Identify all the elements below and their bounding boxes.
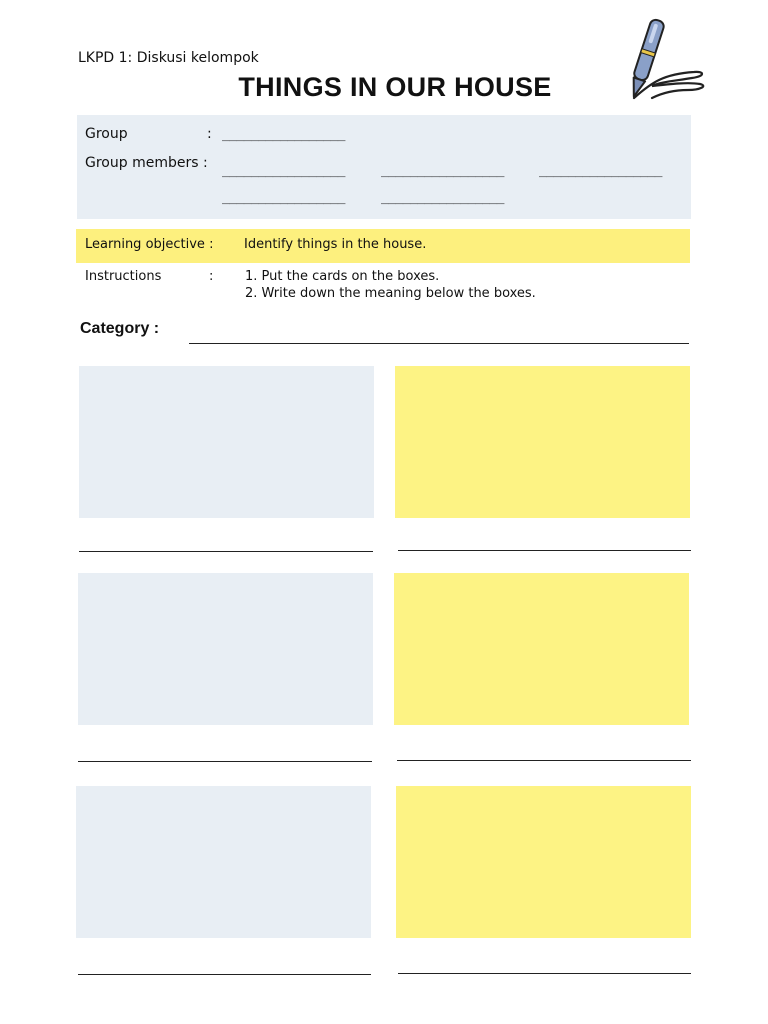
- card-box-blue-2[interactable]: [78, 573, 373, 725]
- category-label: Category :: [80, 320, 160, 337]
- meaning-line-3[interactable]: [78, 761, 372, 762]
- category-answer-line[interactable]: [189, 343, 689, 344]
- meaning-line-6[interactable]: [398, 973, 691, 974]
- card-box-blue-3[interactable]: [76, 786, 371, 938]
- objective-text: Identify things in the house.: [244, 237, 427, 252]
- card-box-yellow-2[interactable]: [394, 573, 689, 725]
- worksheet-subtitle: LKPD 1: Diskusi kelompok: [78, 50, 259, 66]
- objective-label: Learning objective :: [85, 237, 214, 252]
- meaning-line-1[interactable]: [79, 551, 373, 552]
- member-blank-3[interactable]: _________________: [539, 163, 662, 178]
- group-label: Group: [85, 126, 128, 142]
- card-box-blue-1[interactable]: [79, 366, 374, 518]
- instructions-label: Instructions: [85, 269, 162, 284]
- instructions-colon: :: [209, 269, 214, 284]
- member-blank-5[interactable]: _________________: [381, 190, 504, 205]
- instruction-step-1: 1. Put the cards on the boxes.: [245, 269, 440, 284]
- meaning-line-2[interactable]: [398, 550, 691, 551]
- member-blank-2[interactable]: _________________: [381, 163, 504, 178]
- worksheet-title: THINGS IN OUR HOUSE: [238, 72, 552, 102]
- meaning-line-4[interactable]: [397, 760, 691, 761]
- card-box-yellow-3[interactable]: [396, 786, 691, 938]
- card-box-yellow-1[interactable]: [395, 366, 690, 518]
- group-members-label: Group members :: [85, 155, 208, 171]
- meaning-line-5[interactable]: [78, 974, 371, 975]
- pen-icon: [612, 12, 712, 107]
- group-name-blank[interactable]: _________________: [222, 127, 345, 142]
- group-colon: :: [207, 126, 212, 142]
- member-blank-1[interactable]: _________________: [222, 163, 345, 178]
- instruction-step-2: 2. Write down the meaning below the boxes.: [245, 286, 536, 301]
- member-blank-4[interactable]: _________________: [222, 190, 345, 205]
